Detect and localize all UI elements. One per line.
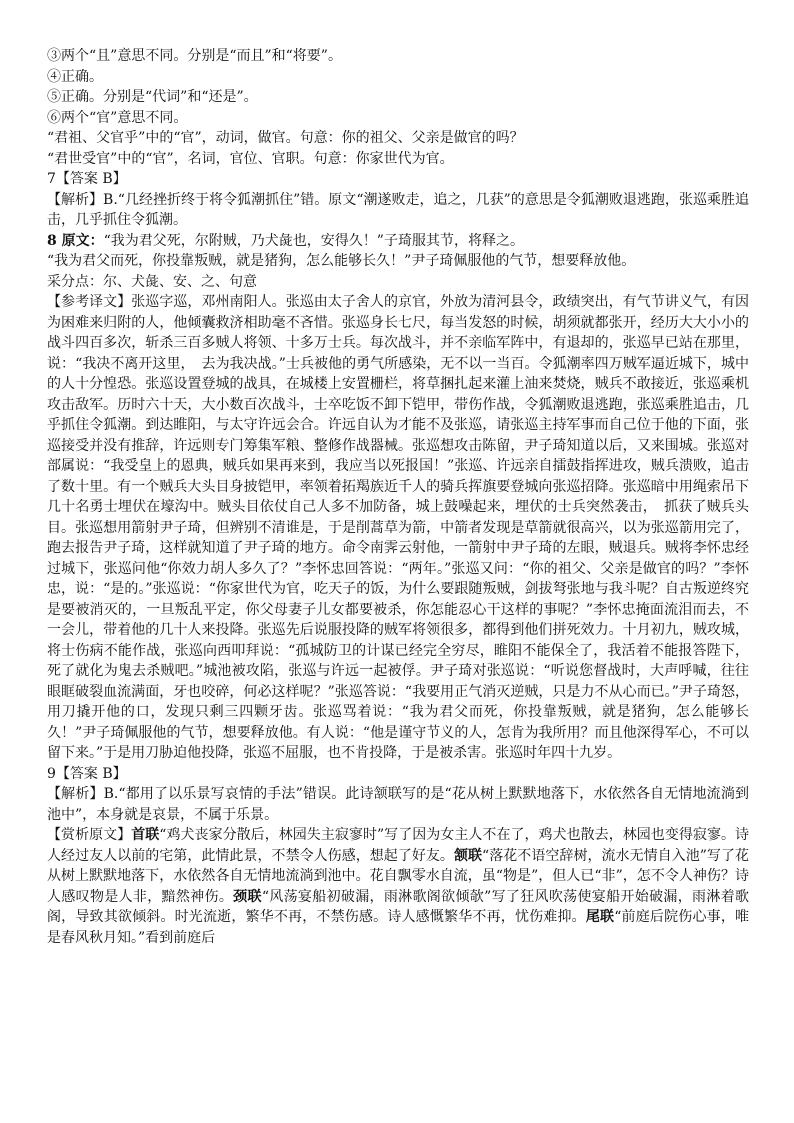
q7-answer: 7【答案 B】 bbox=[47, 171, 127, 187]
shoulian-label: 首联 bbox=[131, 827, 160, 843]
q7-analysis: 【解析】B.“几经挫折终于将令狐潮抓住”错。原文“潮遂败走，追之，几获”的意思是令狐潮败退逃跑，张巡乘胜追击，几乎抓住令狐潮。 bbox=[47, 191, 749, 228]
q8-reference-translation: 【参考译文】张巡字巡，邓州南阳人。张巡由太子舍人的京官，外放为清河县令，政绩突出，有气节讲义气，有因为困难来归附的人，他倾囊救济相助毫不吝惜。张巡身长七尺，每当发怒的时候，胡须就都张开，经历大大小小的战斗四百多次，斩杀三百多贼人将领、十多万士兵。每次战斗，并不亲临军阵中，有退却的，张巡早已站在那里，说：“我决不离开这里， 去为我决战。”士兵被他的勇气所感染，无不以一当百。令狐潮率四万贼军逼近城下，城中的人十分惶恐。张巡设置登城的战具，在城楼上安置栅栏，将草捆扎起来灌上油来焚烧，贼兵不敢接近，张巡乘机攻击敌军。历时六十天，大小数百次战斗，士卒吃饭不卸下铠甲，带伤作战，令狐潮败退逃跑，张巡乘胜追击，几乎抓住令狐潮。到达睢阳，与太守许远会合。许远自认为才能不及张巡，请张巡主持军事而自己位于他的下面，张巡接受并没有推辞，许远则专门筹集军粮、整修作战器械。张巡想攻击陈留，尹子琦知道以后，又来围城。张巡对部属说：“我受皇上的恩典，贼兵如果再来到，我应当以死报国！”张巡、许远亲自擂鼓指挥进攻，贼兵溃败，追击了数十里。有一个贼兵大头目身披铠甲，率领着拓羯族近千人的骑兵挥旗要登城向张巡招降。张巡暗中用绳索吊下几十名勇士埋伏在壕沟中。贼头目依仗自己人多不加防备，城上鼓噪起来，埋伏的士兵突然袭击， 抓获了贼兵头目。张巡想用箭射尹子琦，但辨别不清谁是，于是削蒿草为箭，中箭者发现是草箭就很高兴，以为张巡箭用完了，跑去报告尹子琦，这样就知道了尹子琦的地方。命令南霁云射他，一箭射中尹子琦的左眼，贼退兵。贼将李怀忠经过城下，张巡问他“你效力胡人多久了？”李怀忠回答说：“两年。”张巡又问：“你的祖父、父亲是做官的吗？”李怀忠，说：“是的。”张巡说：“你家世代为官，吃天子的饭，为什么要跟随叛贼，剑拔弩张地与我斗呢？自古叛逆终究是要被消灭的，一旦叛乱平定，你父母妻子儿女都要被杀，你怎能忍心干这样的事呢？”李怀忠掩面流泪而去，不一会儿，带着他的几十人来投降。张巡先后说服投降的贼军将领很多，都得到他们拼死效力。十月初九，贼攻城，将士伤病不能作战，张巡向西叩拜说：“孤城防卫的计谋已经完全穷尽，睢阳不能保全了，我活着不能报答陛下，死了就化为鬼去杀贼吧。”城池被攻陷，张巡与许远一起被俘。尹子琦对张巡说：“听说您督战时，大声呼喊，往往眼眶破裂血流满面，牙也咬碎，何必这样呢？”张巡答说：“我要用正气消灭逆贼，只是力不从心而已。”尹子琦怒，用刀撬开他的口，发现只剩三四颗牙齿。张巡骂着说：“我为君父而死，你投靠叛贼，就是猪狗，怎么能够长久！”尹子琦佩服他的气节，想要释放他。有人说：“他是谨守节义的人，怎肯为我所用？而且他深得军心，不可以留下来。”于是用刀胁迫他投降，张巡不屈服，也不肯投降，于是被杀害。张巡时年四十九岁。 bbox=[47, 294, 749, 761]
note-qie: ③两个“且”意思不同。分别是“而且”和“将要”。 bbox=[47, 48, 342, 64]
jinglian-label: 颈联 bbox=[233, 888, 262, 905]
q8-original-text: “我为君父死，尔附贼，乃犬彘也，安得久！”子琦服其节，将释之。 bbox=[103, 232, 524, 249]
note-guan-noun: “君世受官”中的“官”，名词，官位、官职。句意：你家世代为官。 bbox=[47, 150, 454, 167]
q9-appreciation bbox=[47, 825, 749, 948]
shoulian-text: “鸡犬丧家分散后，林园失主寂寥时”写了因为女主人不在了，鸡犬也散去，林园也变得寂寥。诗人经过友人以前的宅第，此情此景，不禁令人伤感，想起了好友。 bbox=[47, 827, 750, 864]
note-guan-verb: “君祖、父官乎”中的“官”，动词，做官。句意：你的祖父、父亲是做官的吗？ bbox=[47, 130, 524, 146]
appreciation-label: 【赏析原文】 bbox=[47, 827, 132, 843]
q8-scoring-points: 采分点：尔、犬彘、安、之、句意 bbox=[47, 273, 257, 290]
q9-analysis: 【解析】B.“都用了以乐景写哀情的手法”错误。此诗颔联写的是“花从树上默默地落下，水依然各自无情地流淌到池中”，本身就是哀景，不属于乐景。 bbox=[47, 786, 749, 823]
weilian-label: 尾联 bbox=[585, 909, 615, 925]
q8-original bbox=[47, 231, 749, 252]
jinglian-text: “风荡宴船初破漏，雨淋歌阁欲倾欹”写了狂风吹荡使宴船开始破漏，雨淋着歌阁，导致其欲倾斜。时光流逝，繁华不再，不禁伤感。诗人感慨繁华不再，忧伤难抑。 bbox=[47, 888, 750, 925]
q8-original-label: 8 原文： bbox=[47, 232, 104, 249]
weilian-text: “前庭后院伤心事，唯是春风秋月知。”看到前庭后 bbox=[47, 909, 749, 946]
document-page bbox=[47, 46, 749, 948]
q8-translation: “我为君父而死，你投靠叛贼，就是猪狗，怎么能够长久！”尹子琦佩服他的气节，想要释放他。 bbox=[47, 253, 636, 269]
q9-answer: 9【答案 B】 bbox=[47, 765, 127, 782]
note-item-4: ④正确。 bbox=[47, 68, 103, 85]
note-item-5: ⑤正确。分别是“代词”和“还是”。 bbox=[47, 89, 258, 105]
note-guan: ⑥两个“官”意思不同。 bbox=[47, 109, 188, 126]
hanlian-text: “落花不语空辞树，流水无情自入池”写了花从树上默默地落下，水依然各自无情地流淌到池中。花自飘零水自流，虽“物是”，但人已“非”，怎不令人神伤？诗人感叹物是人非，黯然神伤。 bbox=[47, 847, 749, 905]
hanlian-label: 颔联 bbox=[453, 847, 483, 864]
